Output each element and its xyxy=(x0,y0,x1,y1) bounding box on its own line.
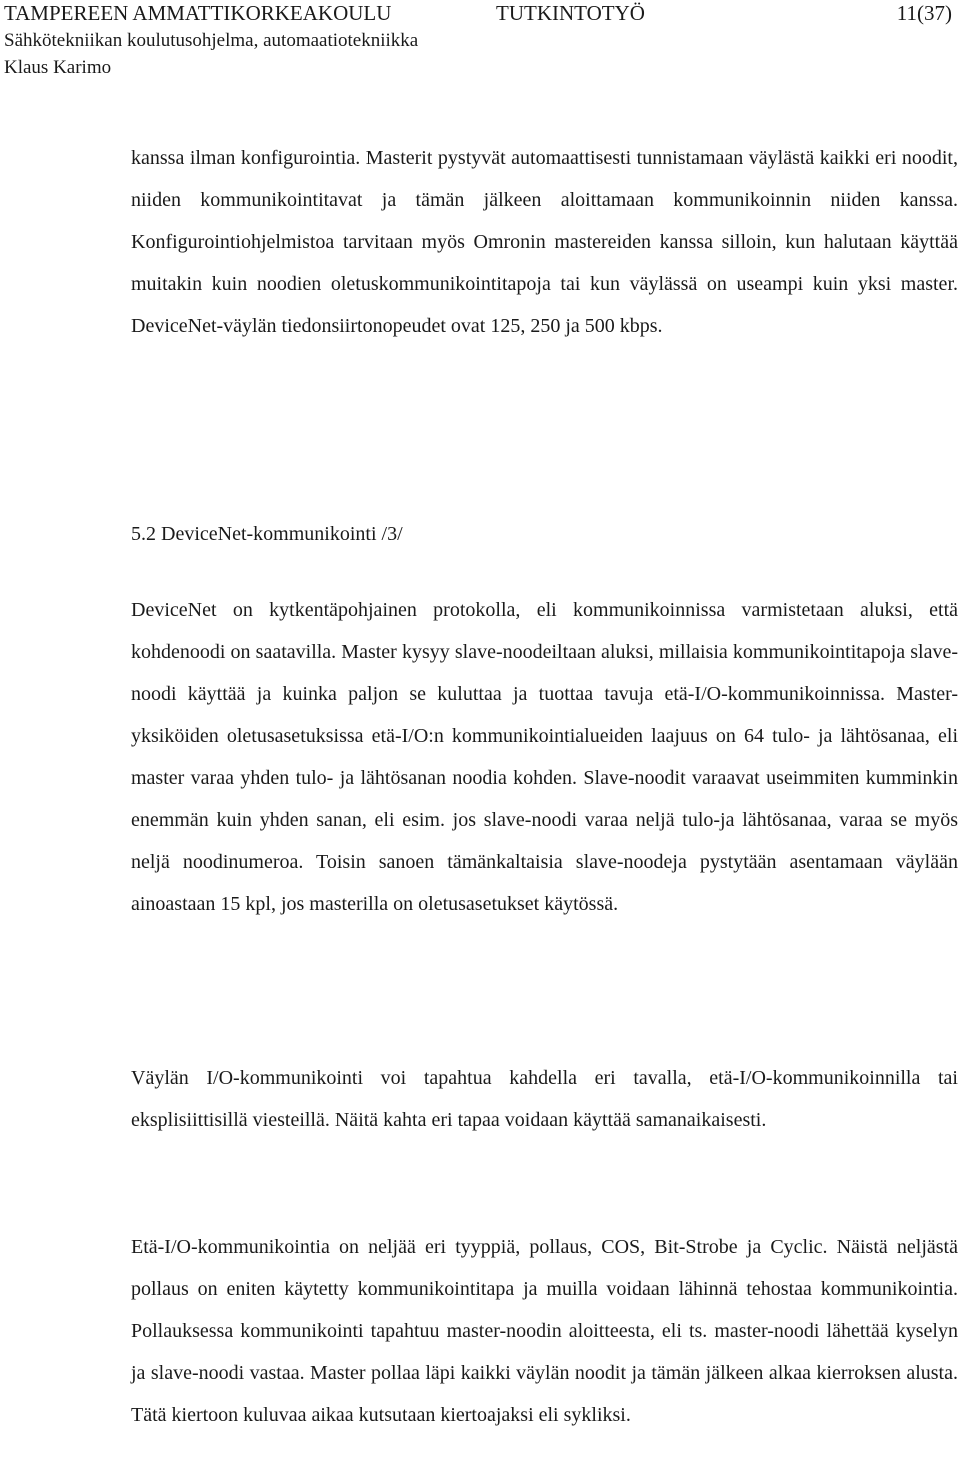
body-paragraph: DeviceNet on kytkentäpohjainen protokolla, eli kommunikoinnissa varmistetaan aluksi, että kohdenoodi on saatavilla. Master kysyy slave-noodeiltaan aluksi, millaisia kommunikointitapoja slave-noodi käyttää ja kuinka paljon se kuluttaa ja tuottaa tavuja etä-I/O-kommunikoinnissa. Master-yksiköiden oletusasetuksissa etä-I/O:n kommunikointialueiden laajuus on 64 tulo- ja lähtösanaa, eli master varaa yhden tulo- ja lähtösanan noodia kohden. Slave-noodit varaavat useimmiten kumminkin enemmän kuin yhden sanan, eli esim. jos slave-noodi varaa neljä tulo-ja lähtösanaa, varaa se myös neljä noodinumeroa. Toisin sanoen tämänkaltaisia slave-noodeja pystytään asentamaan väylään ainoastaan 15 kpl, jos masterilla on oletusasetukset käytössä. xyxy=(131,599,958,915)
author-name: Klaus Karimo xyxy=(4,57,112,78)
header-line-3 xyxy=(0,54,960,81)
page-header xyxy=(0,0,960,81)
header-line-2 xyxy=(0,27,960,54)
paragraph-block-1 xyxy=(131,137,958,347)
document-type: TUTKINTOTYÖ xyxy=(496,1,645,25)
body-paragraph: kanssa ilman konfigurointia. Masterit pystyvät automaattisesti tunnistamaan väylästä kaikki eri noodit, niiden kommunikointitavat ja tämän jälkeen aloittamaan kommunikoinnin niiden kanssa. Konfigurointiohjelmistoa tarvitaan myös Omronin mastereiden kanssa silloin, kun halutaan käyttää muitakin kuin noodien oletuskommunikointitapoja tai kun väylässä on useampi kuin yksi master. DeviceNet-väylän tiedonsiirtonopeudet ovat 125, 250 ja 500 kbps. xyxy=(131,147,958,337)
institution-name: TAMPEREEN AMMATTIKORKEAKOULU xyxy=(4,1,392,25)
paragraph-block-4 xyxy=(131,1226,958,1436)
degree-program: Sähkötekniikan koulutusohjelma, automaatiotekniikka xyxy=(4,30,419,51)
paragraph-block-2 xyxy=(131,589,958,925)
page-number: 11(37) xyxy=(896,1,952,25)
section-heading: 5.2 DeviceNet-kommunikointi /3/ xyxy=(131,523,403,545)
body-paragraph: Väylän I/O-kommunikointi voi tapahtua kahdella eri tavalla, etä-I/O-kommunikoinnilla tai eksplisiittisillä viesteillä. Näitä kahta eri tapaa voidaan käyttää samanaikaisesti. xyxy=(131,1067,958,1131)
body-paragraph: Etä-I/O-kommunikointia on neljää eri tyyppiä, pollaus, COS, Bit-Strobe ja Cyclic. Näistä neljästä pollaus on eniten käytetty kommunikointitapa ja muilla voidaan lähinnä tehostaa kommunikointia. Pollauksessa kommunikointi tapahtuu master-noodin aloitteesta, eli ts. master-noodi lähettää kyselyn ja slave-noodi vastaa. Master pollaa läpi kaikki väylän noodit ja tämän jälkeen alkaa kierroksen alusta. Tätä kiertoon kuluvaa aikaa kutsutaan kiertoajaksi eli sykliksi. xyxy=(131,1236,958,1426)
header-line-1 xyxy=(0,0,960,27)
paragraph-block-3 xyxy=(131,1057,958,1141)
